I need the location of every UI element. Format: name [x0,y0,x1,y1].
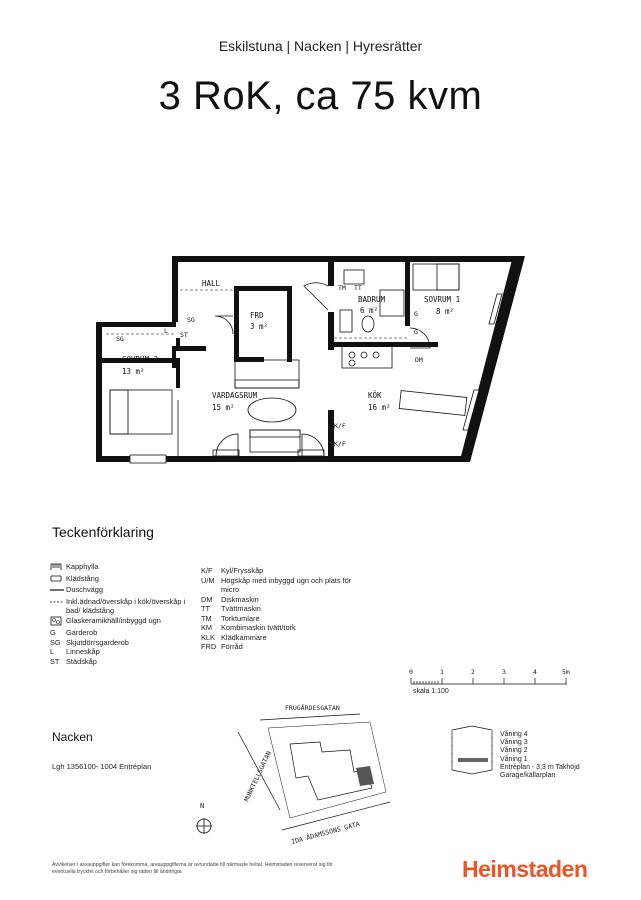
floor-labels [500,731,580,780]
hanger-shelf-icon [50,562,66,574]
room-badrum: BADRUM [358,295,386,304]
scale-tick: 2 [471,668,475,676]
code-l: L [164,327,168,335]
legend-row: KM Kombimaskin tvätt/tork [201,623,296,632]
legend-row: KLK Klädkammare [201,632,267,642]
room-vardagsrum: VARDAGSRUM [212,391,258,400]
room-sovrum-2-area: 13 m² [122,367,145,376]
scale-tick: 1 [440,668,444,676]
disclaimer: Avvikelser i areauppgifter kan förekomma, areauppgifterna är avrundade till närmaste heltal. Heimstaden reserverar sig för eventuella tryckfel och förbehåller sig rätten till ändringar. [52,862,334,875]
legend-row: Klädstång [50,574,200,586]
floor-plan [90,250,530,480]
legend-row: Duschvägg [50,585,200,597]
floor-label: Våning 2 [500,747,528,755]
hob-icon [50,616,66,629]
room-sovrum-2: SOVRUM 2 [122,355,159,364]
room-sovrum-1-area: 8 m² [436,307,455,316]
street-north: FRUGÅRDESGATAN [285,704,340,712]
code-g-1: G [414,310,418,318]
svg-text:N: N [200,802,205,810]
legend-row: U/M Högskåp med inbyggd ugn och plats för micro [201,575,352,594]
page-title: 3 RoK, ca 75 kvm [158,74,483,118]
scale-tick: 4 [533,668,537,676]
legend-row: ST Städskåp [50,656,97,666]
legend-row: TT Tvättmaskin [201,604,261,613]
code-dm: DM [415,356,423,364]
floor-label: Våning 1 [500,755,528,763]
site-plan [190,692,420,852]
legend-row: Kapphylla [50,562,200,574]
code-tm: TM [338,284,346,292]
legend-row: FRD Förråd [201,642,243,651]
apartment-id: Lgh 1356100- 1004 Entréplan [52,762,152,771]
legend-row: G Garderob [50,628,98,637]
room-kok: KÖK [368,391,382,400]
floor-label: Våning 3 [500,739,528,747]
room-badrum-area: 6 m² [360,306,379,315]
code-sg-sov2: SG [116,335,124,343]
floor-label: Garage/källarplan [500,772,556,780]
legend-row: Inkl.ädnad/överskåp i kök/överskåp i bad/ klädstång [50,597,200,616]
scale-bar [405,664,575,688]
legend-row: L Linneskåp [50,647,100,656]
floor-label: Entréplan - 3,3 m Takhöjd [500,763,580,771]
room-kok-area: 16 m² [368,403,391,412]
street-south: IDA ÅDAMSSONS GATA [290,819,361,846]
compass-icon [196,802,212,834]
scale-tick: 3 [502,668,506,676]
room-vardagsrum-area: 15 m² [212,403,235,412]
legend-row: Glaskeramikhäll/inbyggd ugn [50,616,200,629]
code-kf-2: K/F [334,440,346,448]
legend-row: DM Diskmaskin [201,594,259,604]
legend-column-2 [201,566,361,652]
legend-column-1 [50,562,200,666]
page-subtitle: Eskilstuna | Nacken | Hyresrätter [218,38,423,54]
code-sg-hall: SG [187,316,195,324]
legend-row: SG Skjutdörrsgarderob [50,637,129,647]
code-tt: TT [354,284,362,292]
code-g-2: G [414,328,418,336]
scale-label: skala 1:100 [413,688,449,695]
place-title: Nacken [52,730,93,744]
code-kf-1: K/F [334,422,346,430]
room-frd: FRD [250,311,264,320]
room-frd-area: 3 m² [250,322,269,331]
code-st: ST [180,331,188,339]
floor-stack-icon [448,724,498,784]
room-sovrum-1: SOVRUM 1 [424,295,461,304]
floor-label: Våning 4 [500,731,528,738]
dashed-line-icon [50,597,66,616]
shower-wall-icon [50,585,66,597]
heimstaden-logo: Heimstaden [462,856,588,882]
legend-row: K/F Kyl/Frysskåp [201,566,264,575]
legend-heading: Teckenförklaring [52,524,154,540]
scale-tick: 0 [409,668,413,676]
scale-tick: 5m [562,668,570,676]
clothes-rail-icon [50,574,66,586]
legend-row: TM Torktumlare [201,613,260,623]
room-hall: HALL [202,279,221,288]
street-west: MUNKTELLSGATAN [242,749,273,803]
